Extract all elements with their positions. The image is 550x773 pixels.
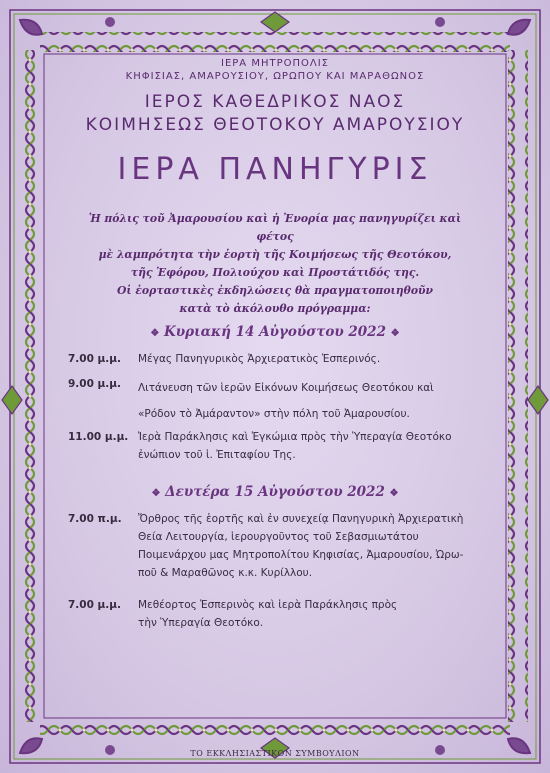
day-heading-text: Δευτέρα 15 Αὐγούστου 2022 <box>165 484 385 500</box>
event-time: 7.00 μ.μ. <box>68 599 121 611</box>
diamond-ornament-icon: ❖ <box>150 328 160 339</box>
intro-line: μὲ λαμπρότητα τὴν ἑορτὴ τῆς Κοιμήσεως τῆς Θεοτόκου, <box>98 248 452 261</box>
intro-line: Οἱ ἑορταστικὲς ἐκδηλώσεις θὰ πραγματοποιηθοῦν <box>116 284 433 297</box>
intro-line: κατὰ τὸ ἀκόλουθο πρόγραμμα: <box>179 302 371 315</box>
event-line: Μέγας Πανηγυρικὸς Ἀρχιερατικὸς Ἑσπερινός. <box>138 353 381 365</box>
metropolis-label: ΙΕΡΑ ΜΗΤΡΟΠΟΛΙΣ <box>221 58 329 69</box>
event-line: ποῦ & Μαραθῶνος κ.κ. Κυρίλλου. <box>138 567 313 579</box>
event-line: τὴν Ὑπεραγία Θεοτόκο. <box>138 617 264 629</box>
event-line: Ποιμενάρχου μας Μητροπολίτου Κηφισίας, Ἀμαρουσίου, Ὠρω- <box>138 549 464 561</box>
event-line: «Ρόδον τὸ Ἀμάραντον» στὴν πόλη τοῦ Ἀμαρουσίου. <box>138 408 410 420</box>
event-time: 7.00 π.μ. <box>68 513 122 525</box>
event-description <box>138 350 488 368</box>
event-description <box>138 596 488 632</box>
event-line: Ἱερὰ Παράκλησις καὶ Ἐγκώμια πρὸς τὴν Ὑπεραγία Θεοτόκο <box>138 431 452 443</box>
page-title: ΙΕΡΑ ΠΑΝΗΓΥΡΙΣ <box>117 152 433 187</box>
day-heading-text: Κυριακή 14 Αὐγούστου 2022 <box>164 324 386 340</box>
diamond-ornament-icon: ❖ <box>389 488 399 499</box>
event-time: 7.00 μ.μ. <box>68 353 121 365</box>
event-line: Λιτάνευση τῶν ἱερῶν Εἰκόνων Κοιμήσεως Θεοτόκου καὶ <box>138 382 434 394</box>
event-line: ἐνώπιον τοῦ ἱ. Ἐπιταφίου Της. <box>138 449 296 461</box>
event-description <box>138 375 488 427</box>
cathedral-dedication: ΚΟΙΜΗΣΕΩΣ ΘΕΟΤΟΚΟΥ ΑΜΑΡΟΥΣΙΟΥ <box>85 115 465 135</box>
intro-line: τῆς Ἐφόρου, Πολιούχου καὶ Προστάτιδός της. <box>130 266 420 279</box>
event-time: 11.00 μ.μ. <box>68 431 129 443</box>
event-description <box>138 428 488 464</box>
day-heading <box>0 484 550 500</box>
diamond-ornament-icon: ❖ <box>390 328 400 339</box>
day-heading <box>0 324 550 340</box>
metropolis-region: ΚΗΦΙΣΙΑΣ, ΑΜΑΡΟΥΣΙΟΥ, ΩΡΩΠΟΥ ΚΑΙ ΜΑΡΑΘΩΝΟΣ <box>125 71 425 82</box>
event-line: Μεθέορτος Ἑσπερινὸς καὶ ἱερὰ Παράκλησις πρὸς <box>138 599 398 611</box>
event-description <box>138 510 488 582</box>
event-line: Θεία Λειτουργία, ἱερουργοῦντος τοῦ Σεβασμιωτάτου <box>138 531 419 543</box>
cathedral-name: ΙΕΡΟΣ ΚΑΘΕΔΡΙΚΟΣ ΝΑΟΣ <box>144 92 406 112</box>
event-time: 9.00 μ.μ. <box>68 378 121 390</box>
diamond-ornament-icon: ❖ <box>151 488 161 499</box>
footer-signature: ΤΟ ΕΚΚΛΗΣΙΑΣΤΙΚΟΝ ΣΥΜΒΟΥΛΙΟΝ <box>190 749 360 758</box>
intro-line: Ἡ πόλις τοῦ Ἀμαρουσίου καὶ ἡ Ἐνορία μας πανηγυρίζει καὶ φέτος <box>88 212 462 243</box>
event-line: Ὄρθρος τῆς ἑορτῆς καὶ ἐν συνεχείᾳ Πανηγυρικὴ Ἀρχιερατικὴ <box>138 513 464 525</box>
intro-paragraph <box>80 210 470 318</box>
